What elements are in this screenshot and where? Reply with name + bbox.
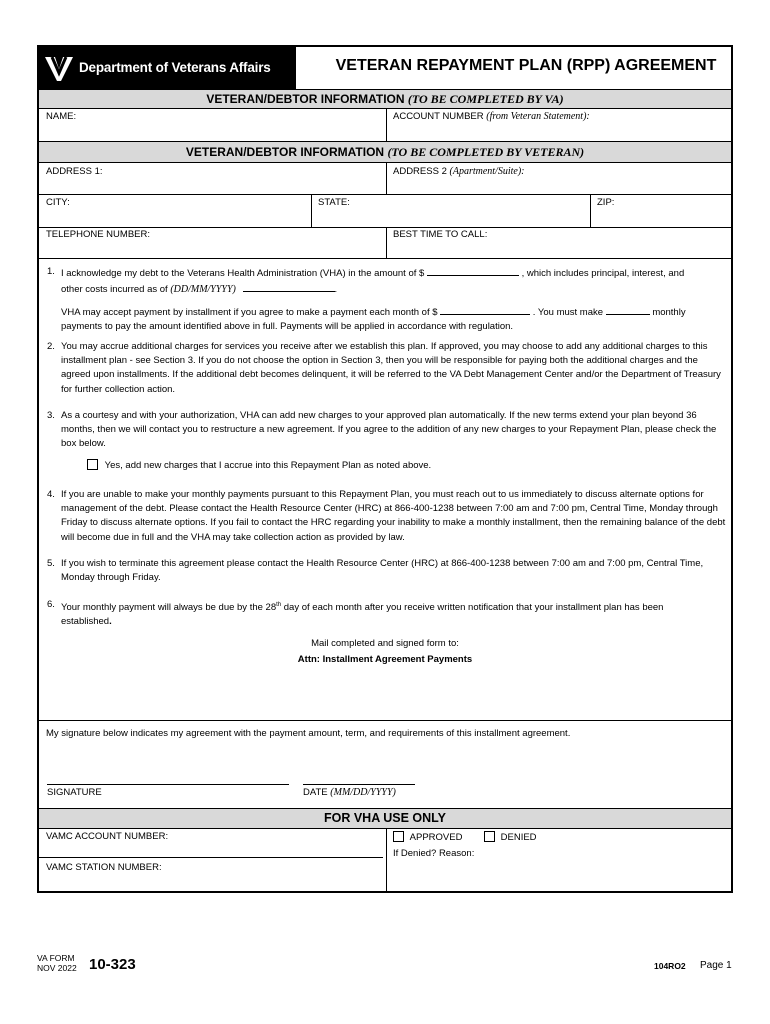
- footer-form-number: 10-323: [89, 956, 136, 973]
- term-2: 2. You may accrue additional charges for services you receive after we establish this plan. If approved, you may choose to add any additional charges to this installment plan - see Section 3. If you do not choose the option in Section 3, then you will be responsible for paying both the additional charges and the agreed upon installments. If the additional debt becomes delinquent, it will be referred to the VA Debt Management Center and/or the Department of Treasury for further collection action.: [47, 341, 721, 395]
- form-title: VETERAN REPAYMENT PLAN (RPP) AGREEMENT: [335, 57, 717, 74]
- term-6: 6. Your monthly payment will always be due by the 28th day of each month after you receive written notification that your installment plan has been established.: [47, 599, 664, 628]
- denied-option: [484, 831, 537, 843]
- denied-checkbox[interactable]: [484, 831, 495, 842]
- signature-field[interactable]: [47, 752, 289, 782]
- term-3: 3. As a courtesy and with your authorization, VHA can add new charges to your approved plan automatically. If the new terms extend your plan beyond 36 months, then we will contact you to restructure a new agreement. If you agree to the addition of any new charges to your Repayment Plan, please check the box below.: [47, 410, 717, 450]
- address1-label: ADDRESS 1:: [46, 166, 103, 177]
- zip-field[interactable]: [595, 209, 729, 224]
- name-label: NAME:: [46, 111, 77, 122]
- va-seal-icon: [43, 53, 75, 83]
- section-veteran-header: VETERAN/DEBTOR INFORMATION (TO BE COMPLETED BY VETERAN): [39, 142, 731, 162]
- costs-date-field[interactable]: [243, 281, 335, 292]
- term-5: 5. If you wish to terminate this agreement please contact the Health Resource Center (HRC) at 866-400-1238 between 7:00 am and 7:00 pm, Central Time, Monday through Friday.: [47, 558, 704, 584]
- footer-form-label: VA FORM NOV 2022: [37, 953, 77, 973]
- telephone-label: TELEPHONE NUMBER:: [46, 229, 150, 240]
- approved-checkbox[interactable]: [393, 831, 404, 842]
- signature-statement: My signature below indicates my agreement with the payment amount, term, and requirements of this installment agreement.: [46, 728, 571, 739]
- section-va-header: VETERAN/DEBTOR INFORMATION (TO BE COMPLETED BY VA): [39, 90, 731, 108]
- logo-text: Department of Veterans Affairs: [79, 60, 271, 75]
- term-1: 1. I acknowledge my debt to the Veterans Health Administration (VHA) in the amount of $ , which includes principal, interest, and other costs incurred as of (DD/MM/YYYY) .: [47, 266, 685, 296]
- vamc-station-field[interactable]: [47, 875, 382, 889]
- add-charges-checkbox-label: Yes, add new charges that I accrue into this Repayment Plan as noted above.: [104, 460, 432, 471]
- city-label: CITY:: [46, 197, 70, 208]
- va-logo: [39, 47, 295, 89]
- vamc-account-label: VAMC ACCOUNT NUMBER:: [46, 831, 169, 842]
- best-time-label: BEST TIME TO CALL:: [393, 229, 488, 240]
- address2-label: ADDRESS 2 (Apartment/Suite):: [393, 166, 525, 177]
- address1-field[interactable]: [47, 178, 382, 192]
- payment-count-field[interactable]: [606, 304, 650, 315]
- denied-reason-field[interactable]: [479, 847, 729, 887]
- form-frame: [37, 45, 733, 893]
- footer-code: 104RO2: [654, 961, 686, 971]
- vamc-station-label: VAMC STATION NUMBER:: [46, 862, 162, 873]
- best-time-field[interactable]: [391, 241, 729, 256]
- signature-date-label: DATE (MM/DD/YYYY): [303, 787, 396, 798]
- state-field[interactable]: [316, 209, 586, 224]
- zip-label: ZIP:: [597, 197, 615, 208]
- vamc-account-field[interactable]: [47, 843, 382, 855]
- telephone-field[interactable]: [47, 241, 382, 256]
- approved-label: APPROVED: [409, 832, 463, 843]
- signature-date-field[interactable]: [303, 752, 415, 782]
- footer-page: Page 1: [700, 960, 732, 971]
- denied-reason-label: If Denied? Reason:: [393, 848, 475, 859]
- debt-amount-field[interactable]: [427, 265, 519, 276]
- state-label: STATE:: [318, 197, 350, 208]
- monthly-payment-field[interactable]: [440, 304, 530, 315]
- name-field[interactable]: [47, 123, 382, 139]
- mail-attn: Attn: Installment Agreement Payments: [297, 654, 473, 665]
- account-number-label: ACCOUNT NUMBER (from Veteran Statement):: [393, 111, 590, 122]
- mail-instruction: Mail completed and signed form to:: [311, 638, 459, 649]
- denied-label: DENIED: [500, 832, 537, 843]
- add-charges-option: [87, 459, 431, 471]
- signature-label: SIGNATURE: [47, 787, 102, 798]
- address2-field[interactable]: [391, 178, 729, 192]
- approved-option: [393, 831, 462, 843]
- term-4: 4. If you are unable to make your monthly payments pursuant to this Repayment Plan, you must reach out to us immediately to discuss alternate options for management of the debt. Please contact the Health Resource Center (HRC) at 866-400-1238 between 7:00 am and 7:00 pm, Central Time, Monday through Friday to discuss alternate options. If you fail to contact the HRC regarding your inability to make a monthly installment, then the remaining balance of the debt will become due in full and the VHA may take collection action as provided by law.: [47, 489, 726, 543]
- account-number-field[interactable]: [391, 123, 729, 139]
- add-charges-checkbox[interactable]: [87, 459, 98, 470]
- term-1-installment: VHA may accept payment by installment if you agree to make a payment each month of $ . You must make monthly payments to pay the amount identified above in full. Payments will be applied in accordance with regulation.: [47, 304, 727, 334]
- city-field[interactable]: [47, 209, 307, 224]
- vha-header: FOR VHA USE ONLY: [39, 809, 731, 828]
